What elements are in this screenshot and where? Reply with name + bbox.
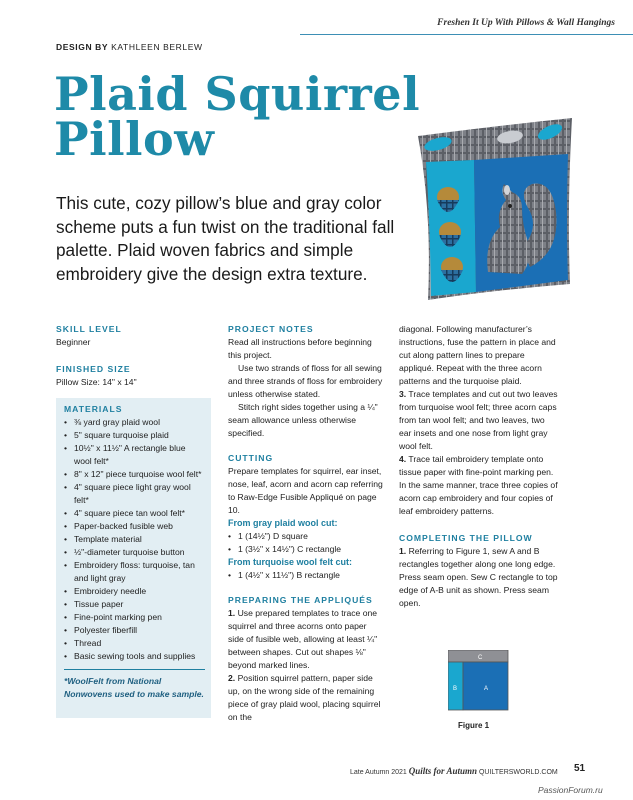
preparing-step-2: Position squirrel pattern, paper side up, on the wrong side of the remaining piece of gray plaid wool, placing squirrel on the xyxy=(228,673,381,722)
list-item: • Embroidery floss: turquoise, tan and light gray xyxy=(64,559,205,585)
figure-label-a: A xyxy=(484,686,489,692)
list-item: • Basic sewing tools and supplies xyxy=(64,650,205,663)
footer-site: QUILTERSWORLD.COM xyxy=(478,769,558,776)
step-number: 3. xyxy=(399,389,407,399)
list-item: • ½"-diameter turquoise button xyxy=(64,546,205,559)
step-number: 1. xyxy=(399,546,407,556)
footer-issue: Late Autumn 2021 xyxy=(350,769,407,776)
figure-caption: Figure 1 xyxy=(458,721,490,730)
page-title xyxy=(54,67,434,166)
column-3 xyxy=(399,323,559,610)
finished-heading: FINISHED SIZE xyxy=(56,364,131,374)
cutting-list-2 xyxy=(228,569,383,582)
section-title: Freshen It Up With Pillows & Wall Hangings xyxy=(437,18,615,28)
step-number: 2. xyxy=(228,673,236,683)
footnote-rule xyxy=(64,669,205,670)
list-item: • 4" square piece tan wool felt* xyxy=(64,507,205,520)
skill-heading: SKILL LEVEL xyxy=(56,324,122,334)
title-line-1: Plaid Squirrel xyxy=(54,67,421,121)
pillow-illustration xyxy=(410,112,580,300)
list-item: • ⅜ yard gray plaid wool xyxy=(64,416,205,429)
preparing-step-1: Use prepared templates to trace one squirrel and three acorns onto paper side of fusible web, allowing at least ¼" between shapes. Cut out shapes ⅛" beyond marked lines. xyxy=(228,608,378,670)
pillow-photo xyxy=(410,112,580,300)
list-item: • 1 (3½" x 14½") C rectangle xyxy=(228,543,383,556)
project-notes-p1: Read all instructions before beginning this project. xyxy=(228,337,372,360)
preparing-heading: PREPARING THE APPLIQUÉS xyxy=(228,595,373,605)
list-item: • Paper-backed fusible web xyxy=(64,520,205,533)
figure-label-c: C xyxy=(478,655,483,661)
completing-heading: COMPLETING THE PILLOW xyxy=(399,533,533,543)
project-notes-heading: PROJECT NOTES xyxy=(228,324,314,334)
column-1 xyxy=(56,323,211,701)
figure-1 xyxy=(448,650,538,710)
byline xyxy=(56,42,203,52)
footer-magazine: Quilts for Autumn xyxy=(408,766,477,776)
list-item: • 8" x 12" piece turquoise wool felt* xyxy=(64,468,205,481)
watermark: PassionForum.ru xyxy=(538,785,603,795)
list-item: • Polyester fiberfill xyxy=(64,624,205,637)
list-item: • Thread xyxy=(64,637,205,650)
preparing-step-3: Trace templates and cut out two leaves from turquoise wool felt; three acorn caps from tan wool felt; and two leaves, two ear insets and one nose from light gray wool felt. xyxy=(399,389,558,451)
list-item: • 10½" x 11½" A rectangle blue wool felt* xyxy=(64,442,205,468)
cutting-heading: CUTTING xyxy=(228,453,274,463)
cutting-p1: Prepare templates for squirrel, ear inset, nose, leaf, acorn and acorn cap referring to Raw-Edge Fusible Appliqué on page 10. xyxy=(228,466,383,515)
column-2 xyxy=(228,323,383,724)
byline-label: DESIGN BY xyxy=(56,42,109,52)
cutting-sub2: From turquoise wool felt cut: xyxy=(228,557,352,567)
list-item: • 1 (4½" x 11½") B rectangle xyxy=(228,569,383,582)
intro-paragraph: This cute, cozy pillow’s blue and gray color scheme puts a fun twist on the traditional fall palette. Plaid woven fabrics and simple embroidery give the design extra texture. xyxy=(56,193,395,284)
cutting-list-1 xyxy=(228,530,383,556)
step-number: 4. xyxy=(399,454,407,464)
list-item: • Tissue paper xyxy=(64,598,205,611)
list-item: • 5" square turquoise plaid xyxy=(64,429,205,442)
finished-value: Pillow Size: 14" x 14" xyxy=(56,377,137,387)
list-item: • Template material xyxy=(64,533,205,546)
materials-list xyxy=(64,416,205,663)
page-footer xyxy=(350,766,558,776)
project-notes-p3: Stitch right sides together using a ¼" seam allowance unless otherwise specified. xyxy=(228,402,378,438)
materials-heading: MATERIALS xyxy=(64,404,123,414)
list-item: • 1 (14½") D square xyxy=(228,530,383,543)
figure-1-diagram xyxy=(448,650,538,714)
list-item: • 4" square piece light gray wool felt* xyxy=(64,481,205,507)
page-number: 51 xyxy=(574,763,586,774)
skill-value: Beginner xyxy=(56,337,91,347)
list-item: • Fine-point marking pen xyxy=(64,611,205,624)
header-bar xyxy=(300,0,633,34)
step-number: 1. xyxy=(228,608,236,618)
cutting-sub1: From gray plaid wool cut: xyxy=(228,518,338,528)
list-item: • Embroidery needle xyxy=(64,585,205,598)
designer-name: KATHLEEN BERLEW xyxy=(111,42,203,52)
header-rule xyxy=(300,34,633,35)
title-line-2: Pillow xyxy=(54,112,215,166)
figure-label-b: B xyxy=(453,686,458,692)
preparing-step-4: Trace tail embroidery template onto tissue paper with fine-point marking pen. In the same manner, trace three copies of acorn cap embroidery and four copies of leaf embroidery patterns. xyxy=(399,454,558,516)
materials-footnote: *WoolFelt from National Nonwovens used to make sample. xyxy=(64,676,204,699)
completing-step-1: Referring to Figure 1, sew A and B rectangles together along one long edge. Press seam open. Sew C rectangle to top edge of A-B unit as shown. Press seam open. xyxy=(399,546,558,608)
project-notes-p2: Use two strands of floss for all sewing and three strands of floss for embroidery unless otherwise stated. xyxy=(228,363,383,399)
preparing-step-2-cont: diagonal. Following manufacturer’s instructions, fuse the pattern in place and cut along pattern lines to prepare appliqué. Repeat with the three acorn patterns and the turquoise plaid. xyxy=(399,324,556,386)
